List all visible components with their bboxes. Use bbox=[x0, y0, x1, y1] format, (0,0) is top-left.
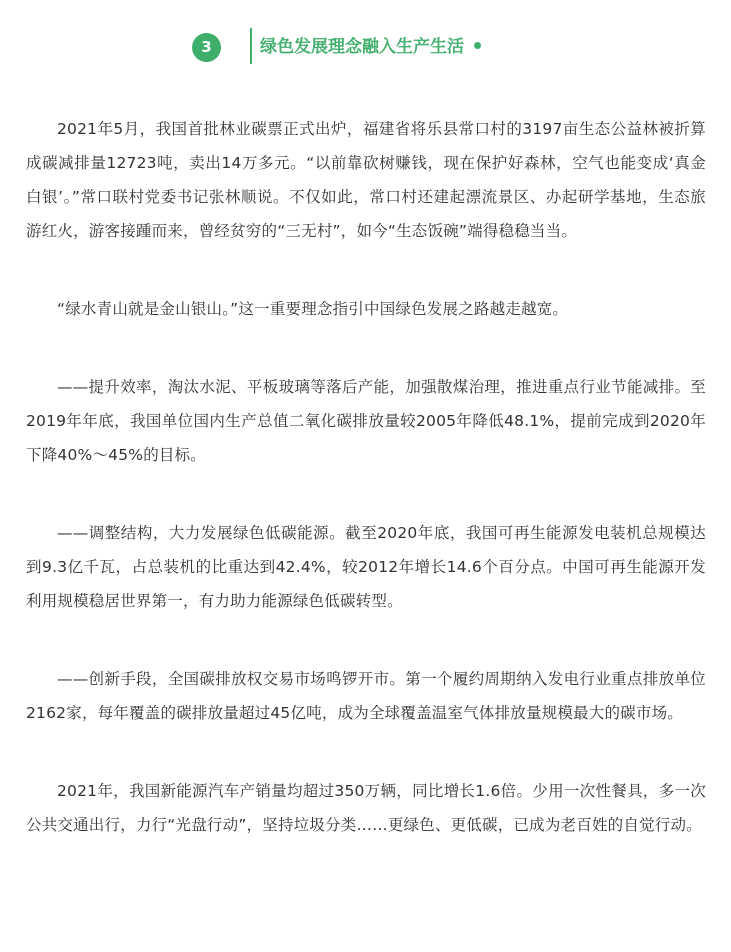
article-body bbox=[26, 112, 706, 886]
paragraph-1: 2021年5月，我国首批林业碳票正式出炉，福建省将乐县常口村的3197亩生态公益林被折算成碳减排量12723吨，卖出14万多元。“以前靠砍树赚钱，现在保护好森林，空气也能变成‘真金白银’。”常口联村党委书记张林顺说。不仅如此，常口村还建起漂流景区、办起研学基地，生态旅游红火，游客接踵而来，曾经贫穷的“三无村”，如今“生态饭碗”端得稳稳当当。 bbox=[26, 120, 706, 240]
paragraph-6: 2021年，我国新能源汽车产销量均超过350万辆，同比增长1.6倍。少用一次性餐具，多一次公共交通出行，力行“光盘行动”，坚持垃圾分类……更绿色、更低碳，已成为老百姓的自觉行动。 bbox=[26, 782, 706, 834]
section-divider bbox=[250, 28, 252, 64]
title-dot-icon bbox=[474, 42, 481, 49]
section-number-badge: 3 bbox=[192, 33, 221, 62]
paragraph-3: ——提升效率，淘汰水泥、平板玻璃等落后产能，加强散煤治理，推进重点行业节能减排。至2019年年底，我国单位国内生产总值二氧化碳排放量较2005年降低48.1%，提前完成到2020年下降40%～45%的目标。 bbox=[26, 378, 706, 464]
section-title bbox=[260, 34, 481, 60]
section-title-text: 绿色发展理念融入生产生活 bbox=[260, 37, 464, 57]
paragraph-2: “绿水青山就是金山银山。”这一重要理念指引中国绿色发展之路越走越宽。 bbox=[57, 300, 569, 318]
section-header bbox=[0, 26, 731, 66]
paragraph-5: ——创新手段，全国碳排放权交易市场鸣锣开市。第一个履约周期纳入发电行业重点排放单位2162家，每年覆盖的碳排放量超过45亿吨，成为全球覆盖温室气体排放量规模最大的碳市场。 bbox=[26, 670, 706, 722]
paragraph-4: ——调整结构，大力发展绿色低碳能源。截至2020年底，我国可再生能源发电装机总规模达到9.3亿千瓦，占总装机的比重达到42.4%，较2012年增长14.6个百分点。中国可再生能源开发利用规模稳居世界第一，有力助力能源绿色低碳转型。 bbox=[26, 524, 706, 610]
